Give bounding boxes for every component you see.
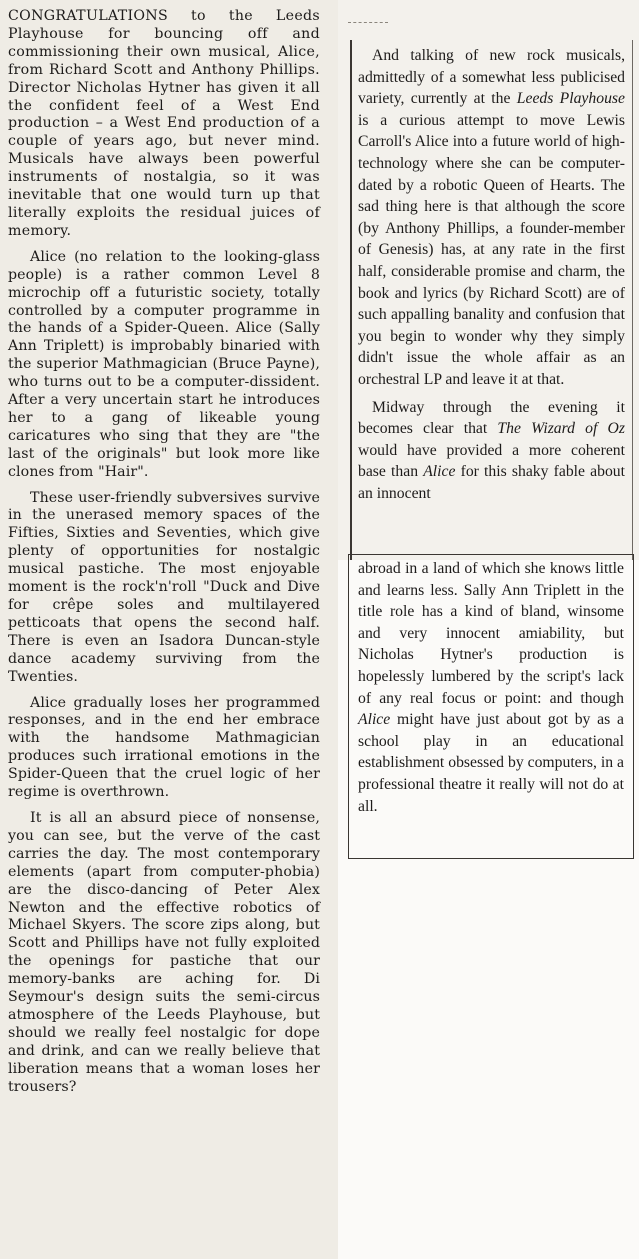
text-run: for this shaky fable about an innocent xyxy=(358,463,625,502)
right-paragraph-3 xyxy=(358,558,624,817)
title-italic: Alice xyxy=(358,711,391,729)
right-paragraph-1 xyxy=(358,45,625,391)
right-review-column-bottom xyxy=(358,558,624,817)
venue-italic: Leeds Playhouse xyxy=(516,90,625,108)
text-run: And talking of new rock musicals, admittedly of a somewhat less publicised variety, currently at the xyxy=(358,47,625,108)
left-paragraph-2: Alice (no relation to the looking-glass people) is a rather common Level 8 microchip off a futuristic society, totally controlled by a computer programme in the hands of a Spider-Queen. Alice (Sally Ann Triplett) is improbably binaried with the superior Mathmagician (Bruce Payne), who turns out to be a computer-dissident. After a very uncertain start he introduces her to a gang of likeable young caricatures who sing that they are "the last of the originals" but look more like clones from "Hair". xyxy=(8,248,320,480)
text-run: is a curious attempt to move Lewis Carroll's Alice into a future world of high-technology where she can be computer-dated by a robotic Queen of Hearts. The sad thing here is that although the score (by Anthony Phillips, a founder-member of Genesis) has, at any rate in the first half, considerable promise and charm, the book and lyrics (by Richard Scott) are of such appalling banality and confusion that you begin to wonder why they simply didn't issue the whole affair as an orchestral LP and leave it at that. xyxy=(358,111,625,388)
left-paragraph-4: Alice gradually loses her programmed responses, and in the end her embrace with the handsome Mathmagician produces such irrational emotions in the Spider-Queen that the cruel logic of her regime is overthrown. xyxy=(8,694,320,801)
text-run: abroad in a land of which she knows little and learns less. Sally Ann Triplett in the title role has a kind of bland, winsome and very innocent amiability, but Nicholas Hytner's production is hopelessly lumbered by the script's lack of any real focus or point: and though xyxy=(358,560,624,707)
dashed-mark xyxy=(348,22,388,23)
title-italic: The Wizard of Oz xyxy=(497,420,625,438)
title-italic: Alice xyxy=(423,463,456,481)
text-run: would have provided a more coherent base than xyxy=(358,441,625,481)
left-paragraph-3: These user-friendly subversives survive in the unerased memory spaces of the Fifties, Sixties and Seventies, which give plenty of opportunities for nostalgic musical pastiche. The most enjoyable moment is the rock'n'roll "Duck and Dive for crêpe soles and multilayered petticoats that opens the second half. There is even an Isadora Duncan-style dance academy surviving from the Twenties. xyxy=(8,489,320,685)
left-paragraph-1: CONGRATULATIONS to the Leeds Playhouse for bouncing off and commissioning their own musical, Alice, from Richard Scott and Anthony Phillips. Director Nicholas Hytner has given it all the confident feel of a West End production – a West End production of a couple of years ago, but never mind. Musicals have always been powerful instruments of nostalgia, so it was inevitable that one would turn up that literally exploits the residual juices of memory. xyxy=(8,8,320,239)
text-run: might have just about got by as a school play in an educational establishment obsessed by computers, in a professional theatre it really will not do at all. xyxy=(358,711,624,815)
left-review-column xyxy=(8,8,320,1104)
text-run: Midway through the evening it becomes clear that xyxy=(358,398,625,438)
right-review-column-top xyxy=(358,45,625,510)
left-paragraph-5: It is all an absurd piece of nonsense, you can see, but the verve of the cast carries the day. The most contemporary elements (apart from computer-phobia) are the disco-dancing of Peter Alex Newton and the effective robotics of Michael Skyers. The score zips along, but Scott and Phillips have not fully exploited the openings for pastiche that our memory-banks are aching for. Di Seymour's design suits the semi-circus atmosphere of the Leeds Playhouse, but should we really feel nostalgic for dope and drink, and can we really believe that liberation means that a woman loses her trousers? xyxy=(8,809,320,1095)
right-paragraph-2 xyxy=(358,397,625,505)
